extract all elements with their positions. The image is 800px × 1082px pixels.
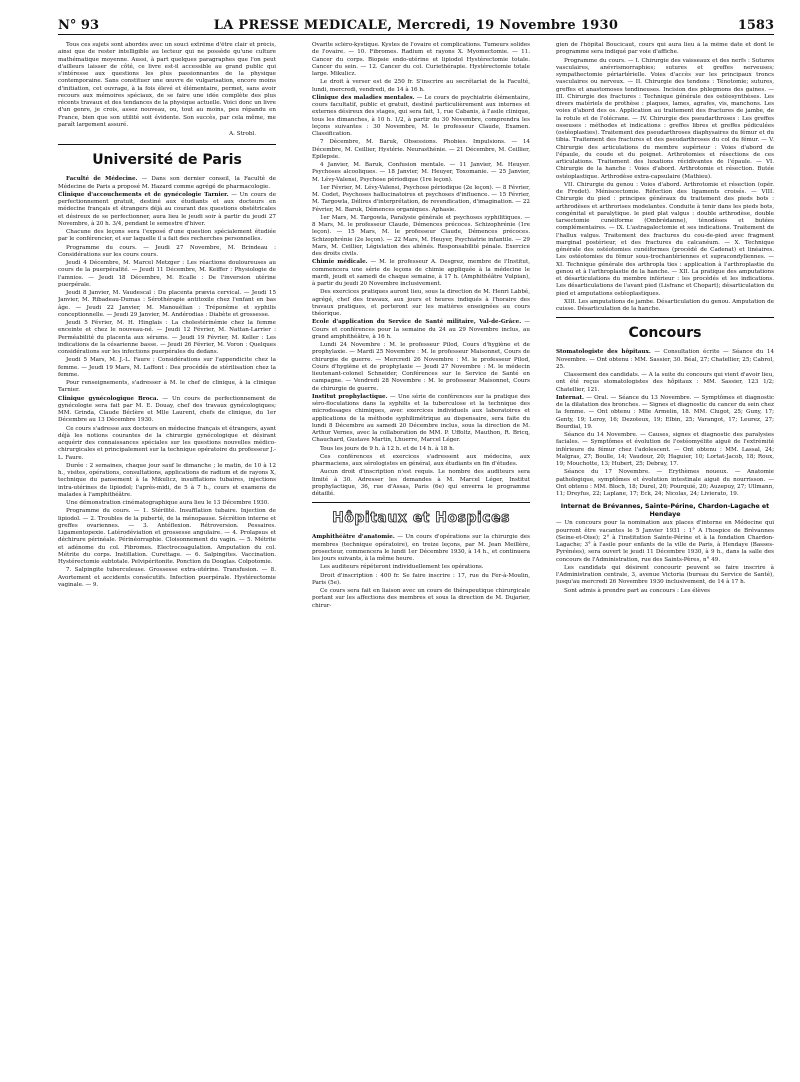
column-3: [556, 42, 774, 1068]
amphi-program: VII. Chirurgie du genou : Voies d'abord. Arthrotomie et résection (opér. de Fredet). Méniscectomie. Réfection des ligaments croisés. — VIII. Chirurgie du pied : principes généraux du traitement des pieds bots : arthrodèses et arthrorises modelantes. Conduite à tenir dans les pieds bots, congénital et paralytique. le pied plat valgus : double arthrodèse, double tarsectomie cunéiforme (Ombrédanne), ténodèses et butées complémentaires. — IX. L'astragalectomie et ses indications. Traitement de l'hallux valgus. Traitement des fractures du cou-de-pied avec fragment marginal postérieur, et des fractures du calcanéum. — X. Technique générale des ostéotomies cunéiformes (procédé de Cadenat) et linéaires. Les ostéotomies du fémur sous-trochantériennes et supracondyliennes. — XI. Technique générale des arthropla ties : application à l'arthroplastie du genou et à l'arthroplastie de la hanche. — XII. La pratique des amputations et désarticulations du membre inférieur : les procédés et les indications. Les désarticulations de l'avant pied (Lisfranc et Chopart); désarticulation du pied et amputations ostéoplastiques.: [556, 181, 774, 297]
divider: [58, 144, 276, 145]
mentales-paragraph: Clinique des maladies mentales. — Le cours de psychiatrie élémentaire, cours facultatif, public et gratuit, destiné particulièrement aux internes et externes désireux des stages, qui sera fait, 1, rue Cabanis, à l'asile clinique, tous les dimanches, à 10 h. 1/2, à partir du 30 Novembre, comprendra les leçons suivantes : 30 Novembre, M. le professeur Claude, Examen. Classification.: [312, 94, 530, 137]
institut-text: Tous les jours de 9 h. à 12 h. et de 14 h. à 18 h.: [320, 445, 455, 452]
amphi-heading: Amphithéâtre d'anatomie.: [312, 534, 395, 541]
amphi-text: Les auditeurs répéteront individuellement les opérations.: [320, 564, 484, 571]
amphi-text: Droit d'inscription : 400 fr. Se faire inscrire : 17, rue du Fer-à-Moulin, Paris (5e).: [312, 572, 530, 586]
chimie-paragraph: Chimie médicale. — M. le professeur A. Desgrez, membre de l'Institut, commencera une série de leçons de chimie appliquée à la médecine le mardi, jeudi et samedi de chaque semaine, à 17 h. (Amphithéâtre Vulpian), à partir du jeudi 20 Novembre inclusivement.: [312, 259, 530, 287]
divider: [556, 317, 774, 318]
mentales-text: 1er Février, M. Lévy-Valensi, Psychose périodique (2e leçon). — 8 Février, M. Codet, Psychoses hallucinatoires et psychoses d'influence. — 15 Février, M. Targowla, Délires d'interprétation, de revendication, d'imagination. — 22 Février, M. Baruk, Démences organiques. Aphasie.: [312, 184, 530, 213]
chimie-heading: Chimie médicale.: [312, 259, 368, 266]
broca-text: Durée : 2 semaines, chaque jour sauf le dimanche ; le matin, de 10 à 12 h., visites, opérations, consultations, applications de radium et de rayons X, technique du pansement à la Mikulicz, insufflations tubaires, injections intra-utérines de lipiodol; l'après-midi, de 5 à 7 h., cours et examens de malades à l'amphithéâtre.: [58, 462, 276, 498]
institut-paragraph: Institut prophylactique. — Une série de conférences sur la pratique des séro-floculations dans la syphilis et la tuberculose et la technique des microdosages chimiques, avec exercices individuels aux laboratoires et applications de la méthode syphilimétrique au dispensaire, sera faite du lundi 8 Décembre au samedi 20 Décembre inclus, sous la direction de M. Arthur Vernes, avec la collaboration de MM. P. Uffoltz, Mauthon, R. Bricq, Chauchard, Gustave Martin, Lhuerre, Marcel Léger.: [312, 393, 530, 444]
broca-heading: Clinique gynécologique Broca.: [58, 395, 159, 402]
mentales-heading: Clinique des maladies mentales.: [312, 94, 415, 101]
tarnier-dates: Jeudi 8 Janvier, M. Vaudescal : Du placenta prævia cervical. — Jeudi 15 Janvier, M. Ribadeau-Dumas : Sérothérapie antitoxile chez l'enfant en bas âge. — Jeudi 22 Janvier, M. Manouélian : Tréponème et syphilis conceptionnelle. — Jeudi 29 Janvier, M. Andérodias : Diabète et grossesse.: [58, 290, 276, 318]
tarnier-info: Pour renseignements, s'adresser à M. le chef de clinique, à la clinique Tarnier.: [58, 380, 276, 394]
mentales-text: 7 Décembre, M. Baruk, Obsessions. Phobies. Impulsions. — 14 Décembre, M. Ceillier, Hystérie. Neurasthénie. — 21 Décembre, M. Ceillier, Epilepsie.: [312, 139, 530, 160]
amphi-program: Programme du cours. — I. Chirurgie des vaisseaux et des nerfs : Sutures vasculaires, anévrismorraphies; sutures et greffes nerveuses; sympathectomie périartérielle. Voies d'accès sur les principaux troncs vasculaires ou nerveux. — II. Chirurgie des tendons : Ténotomie; sutures, greffes et anastomoses tendineuses. Incision des phlegmons des gaines. — III. Chirurgie des fractures : Technique générale des ostéosynthèses. Les divers matériels de prothèse : plaques, lames, agrafes, vis, manchons. Les voies d'abord des os. Application au traitement des fractures de jambe, de la rotule et de l'olécrane. — IV. Chirurgie des pseudarthroses : Les greffes osseuses : méthodes et indications : greffes libres et greffes pédiculées (ostéoplasties). Traitement des pseudarthroses diaphysaires du fémur et du tibia. Traitement des fractures et des pseudarthroses du col du fémur. — V. Chirurgie des articulations du membre supérieur : Voies d'abord de l'épaule, du coude et du poignet. Arthrotomies et résections de ces articulations. Traitement des luxations récidivantes de l'épaule. — VI. Chirurgie de la hanche : Voies d'abord. Arthrotomie et résection. Butée ostéoplastique. Arthrodèse extra-capsulaire (Mathieu).: [556, 57, 774, 180]
brevannes-heading: Internat de Brévannes, Sainte-Périne, Chardon-Lagache et Hendaye: [560, 503, 770, 519]
tarnier-dates: Jeudi 5 Février, M. H. Hinglais : La cholestérinémie chez la femme enceinte et chez le nouveau-né. — Jeudi 12 Février, M. Nattan-Larrier : Perméabilité du placenta aux sérums. — Jeudi 19 Février, M. Keller : Les indications de la césarienne basse. — Jeudi 26 Février, M. Voron : Quelques considérations sur les infections puerpérales du dedans.: [58, 320, 276, 355]
broca-fee: Le droit à verser est de 250 fr. S'inscrire au secrétariat de la Faculté, lundi, mercredi, vendredi, de 14 à 16 h.: [312, 79, 530, 93]
amphi-text: Ce cours sera fait en liaison avec un cours de thérapeutique chirurgicale portant sur les affections des membres et sous la direction de M. Dujarier, chirur-: [312, 588, 530, 609]
broca-program: Programme du cours. — 1. Stérilité. Insufflation tubaire. Injection de lipiodol. — 2. Troubles de la puberté, de la ménopause. Sécrétion interne et greffes ovariennes. — 3. Antéflexion. Rétroversion. Pessaires. Ligamentopexie. Latérodéviation et grossesse angulaire. — 4. Prolapsus et déchirure périnéale. Périnéorraphie. Cloisonnement du vagin. — 5. Métrite et adénome du col. Fibromes. Electrocoagulation. Amputation du col. Métrite du corps. Instillation. Curettage. — 6. Salpingites. Vaccination. Hystérectomie subtotale. Pelvipéritonite. Ponction du Douglas. Colpotomie.: [58, 508, 276, 565]
internat-paragraph: Internat. — Oral. — Séance du 13 Novembre. — Symptômes et diagnostic de la dilatation des bronches. — Signes et diagnostic du cancer du sein chez la femme. — Ont obtenu : Mlle Armelin, 18. MM. Clugot, 25; Guny, 17; Genty, 19; Leroy, 16; Dezoteux, 19; Elbin, 25; Varangot, 17; Leurez, 27; Bourdial, 19.: [556, 394, 774, 430]
stomato-paragraph: Stomatologiste des hôpitaux. — Consultation écrite — Séance du 14 Novembre. — Ont obtenu : MM. Sassier, 30. Béal, 27; Chatellier, 25; Cabrol, 25.: [556, 349, 774, 370]
broca-text: Une démonstration cinématographique aura lieu le 13 Décembre 1930.: [66, 500, 270, 506]
ecole-paragraph: Ecole d'application du Service de Santé militaire, Val-de-Grâce. — Cours et conférences pour la semaine du 24 au 29 Novembre inclus, au grand amphithéâtre, à 16 h.: [312, 319, 530, 340]
faculte-heading: Faculté de Médecine.: [66, 176, 138, 183]
internat-text: Séance du 14 Novembre. — Causes, signes et diagnostic des paralysies faciales. — Symptômes et évolution de l'ostéomyélite aiguë de l'extrémité inférieure du fémur chez l'adolescent. — Ont obtenu : MM. Lassal, 24; Malgras, 27; Boulle, 14; Vaudour, 20; Haguier, 10; Lortat-Jacob, 18; Roux, 19; Mouchotte, 13; Hubert, 25; Debray, 17.: [556, 432, 774, 467]
page-number: 1583: [737, 18, 774, 33]
institut-text: Aucun droit d'inscription n'est requis. Le nombre des auditeurs sera limité à 30. Adresser les demandes à M. Marcel Léger, Institut prophylactique, 36, rue d'Assas, Paris (6e) qui enverra le programme détaillé.: [312, 469, 530, 497]
page-header: [58, 18, 774, 35]
tarnier-dates: Jeudi 4 Décembre, M. Marcel Metzger : Les réactions douloureuses au cours de la puerpéralité. — Jeudi 11 Décembre, M. Keiffer : Physiologie de l'amnios. — Jeudi 18 Décembre, M. Ecalle : De l'inversion utérine puerpérale.: [58, 260, 276, 288]
faculte-paragraph: Faculté de Médecine. — Dans son dernier conseil, la Faculté de Médecine de Paris a proposé M. Hazard comme agrégé de pharmacologie.: [58, 176, 276, 190]
section-title-hopitaux: Hôpitaux et Hospices: [332, 510, 510, 527]
stomato-heading: Stomatologiste des hôpitaux.: [556, 349, 651, 356]
column-1: [58, 42, 276, 1068]
broca-program-cont: Ovarite scléro-kystique. Kystes de l'ovaire et complications. Tumeurs solides de l'ovaire. — 10. Fibromes. Radium et rayons X. Myomectomie. — 11. Cancer du corps. Biopsie endo-utérine et lipiodol Hystérectomie totale. Cancer du sein. — 12. Cancer du col. Curiethérapie. Hystérectomie totale large. Mikulicz.: [312, 42, 530, 77]
section-title-universite: Université de Paris: [92, 152, 242, 169]
issue-number: N° 93: [58, 18, 99, 33]
amphi-paragraph: Amphithéâtre d'anatomie. — Un cours d'opérations sur la chirurgie des membres (technique opératoire), en treize leçons, par M. Jean Meillère, prosecteur, commencera le lundi 1er Décembre 1930, à 14 h., et continuera les jours suivants, à la même heure.: [312, 534, 530, 562]
mentales-text: 1er Mars, M. Targowla, Paralysie générale et psychoses syphilitiques. — 8 Mars, M. le professeur Claude, Démences précoces. Schizophrénie (1re leçon). — 15 Mars, M. le professeur Claude, Démences précoces. Schizophrénie (2e leçon). — 22 Mars, M. Heuyer, Psychiatrie infantile. — 29 Mars, M. Ceillier, Législation des aliénés. Responsabilité pénale. Exercice des droits civils.: [312, 214, 530, 257]
newspaper-title: LA PRESSE MEDICALE, Mercredi, 19 Novembre 1930: [213, 18, 619, 33]
brevannes-text: — Un concours pour la nomination aux places d'interne en Médecine qui pourront être vacantes le 5 Janvier 1931 : 1° A l'hospice de Brévannes (Seine-et-Oise); 2° à l'institution Sainte-Périne et à la fondation Chardon-Lagache; 3° à l'asile pour enfants de la ville de Paris, à Hendaye (Basses-Pyrénées), sera ouvert le jeudi 11 Décembre 1930, à 9 h., dans la salle des concours de l'Administration, rue des Saints-Pères, n° 49.: [556, 520, 774, 563]
tarnier-dates: Jeudi 5 Mars, M. J.-L. Faure : Considérations sur l'appendicite chez la femme. — Jeudi 19 Mars, M. Laffont : Des procédés de stérilisation chez la femme.: [58, 357, 276, 378]
brevannes-text: Sont admis à prendre part au concours : Les élèves: [564, 587, 711, 594]
divider: [312, 502, 530, 503]
amphi-program: XIII. Les amputations de jambe. Désarticulation du genou. Amputation de cuisse. Désarticulation de la hanche.: [556, 298, 774, 312]
mentales-text: 4 Janvier, M. Baruk, Confusion mentale. — 11 Janvier, M. Heuyer. Psychoses alcooliques. — 18 Janvier, M. Heuyer, Toxomanie. — 25 Janvier, M. Lévy-Valensi, Psychose périodique (1re leçon).: [312, 162, 530, 183]
broca-program: 7. Salpingite tuberculeuse. Grossesse extra-utérine. Transfusion. — 8. Avortement et accidents consécutifs. Infection puerpérale. Hystérectomie vaginale. — 9.: [58, 567, 276, 588]
internat-text: Séance du 17 Novembre. — Erythèmes noueux. — Anatomie pathologique, symptômes et évolution intestinale aiguë du nourrisson. — Ont obtenu : MM. Bloch, 18; Durel, 20; Pourquié, 20; Auzepuy, 27; Ullmann, 11; Dreyfus, 22; Laplane, 17; Eck, 24; Nicolas, 24; Livierato, 19.: [556, 469, 774, 497]
stomato-text: Classement des candidats. — A la suite du concours qui vient d'avoir lieu, ont été reçus stomatologistes des hôpitaux : MM. Sassier, 123 1/2; Chatellier, 121.: [556, 372, 774, 393]
book-review-text: Tous ces sujets sont abordés avec un souci extrême d'être clair et précis, ainsi que de rester intelligible au lecteur qui ne possède qu'une culture mathématique moyenne. Aussi, à part quelques paragraphes que l'on peut d'ailleurs laisser de côté, ce livre est-il accessible au grand public qui s'intéresse aux questions les plus passionnantes de la physique contemporaine. Sans constituer une œuvre de vulgarisation, encore moins d'initiation, cet ouvrage, à la fois élevé et élémentaire, permet, sans avoir recours aux mémoires spéciaux, de se faire une idée complète des plus récents travaux et des tendances de la physique actuelle. Voici donc un livre d'un genre, je crois, assez nouveau, ou, tout au moins, peu répandu en France, bien que son utilité soit évidente. Son succès, par cela même, me paraît largement assuré.: [58, 42, 276, 128]
internat-heading: Internat.: [556, 394, 584, 401]
chimie-text: Des exercices pratiques auront lieu, sous la direction de M. Henri Labbé, agrégé, chef des travaux, aux jours et heures indiqués à l'horaire des travaux pratiques, et porteront sur les matières enseignées au cours théorique.: [312, 289, 530, 317]
tarnier-text: Chacune des leçons sera l'exposé d'une question spécialement étudiée par le conférencier, et sur laquelle il a fait des recherches personnelles.: [58, 229, 276, 243]
review-signature: A. Strobl.: [229, 131, 256, 137]
amphi-text-cont: gien de l'hôpital Boucicaut, cours qui aura lieu à la même date et dont le programme sera indiqué par voie d'affiche.: [556, 42, 774, 56]
broca-text: Ce cours s'adresse aux docteurs en médecine français et étrangers, ayant déjà les notions courantes de la chirurgie gynécologique et désirant acquérir des connaissances spéciales sur les questions nouvelles médico-chirurgicales et principalement sur la technique opératoire du professeur J.-L. Faure.: [58, 425, 276, 461]
tarnier-program: Programme du cours. — Jeudi 27 Novembre, M. Brindeau : Considérations sur les cours cours.: [58, 244, 276, 258]
brevannes-text: Les candidats qui désirent concourir peuvent se faire inscrire à l'Administration centrale, 3, avenue Victoria (bureau du Service de Santé), jusqu'au mercredi 26 Novembre 1930 inclusivement, de 14 à 17 h.: [556, 564, 774, 586]
institut-heading: Institut prophylactique.: [312, 393, 388, 400]
section-title-concours: Concours: [628, 325, 702, 342]
tarnier-heading: Clinique d'accouchements et de gynécologie Tarnier.: [58, 191, 229, 198]
ecole-text: Lundi 24 Novembre : M. le professeur Pilod, Cours d'hygiène et de prophylaxie. — Mardi 25 Novembre : M. le professeur Maisonnet, Cours de chirurgie de guerre. — Mercredi 26 Novembre : M. le professeur Pilod, Cours d'hygiène et de prophylaxie — Jeudi 27 Novembre : M. le médecin lieutenant-colonel Schneider, Conférences sur le Service de Santé en campagne. — Vendredi 28 Novembre : M. le professeur Maisonnet, Cours de chirurgie de guerre.: [312, 342, 530, 392]
ecole-heading: Ecole d'application du Service de Santé militaire, Val-de-Grâce.: [312, 319, 522, 326]
column-2: [312, 42, 530, 1068]
institut-text: Ces conférences et exercices s'adressent aux médecins, aux pharmaciens, aux sérologistes en général, aux étudiants en fin d'études.: [312, 453, 530, 467]
broca-paragraph: Clinique gynécologique Broca. — Un cours de perfectionnement de gynécologie sera fait par M. E. Douay, chef des travaux gynécologiques; MM. Grinda, Claude Béclère et Mlle Laurent, chefs de clinique, du 1er Décembre au 13 Décembre 1930.: [58, 395, 276, 424]
tarnier-paragraph: Clinique d'accouchements et de gynécologie Tarnier. — Un cours de perfectionnement gratuit, destiné aux étudiants et aux docteurs en médecine français et étrangers déjà au courant des questions obstétricales et désireux de se perfectionner, aura lieu le jeudi soir à partir du jeudi 27 Novembre, à 20 h. 3/4, pendant le semestre d'hiver.: [58, 191, 276, 227]
